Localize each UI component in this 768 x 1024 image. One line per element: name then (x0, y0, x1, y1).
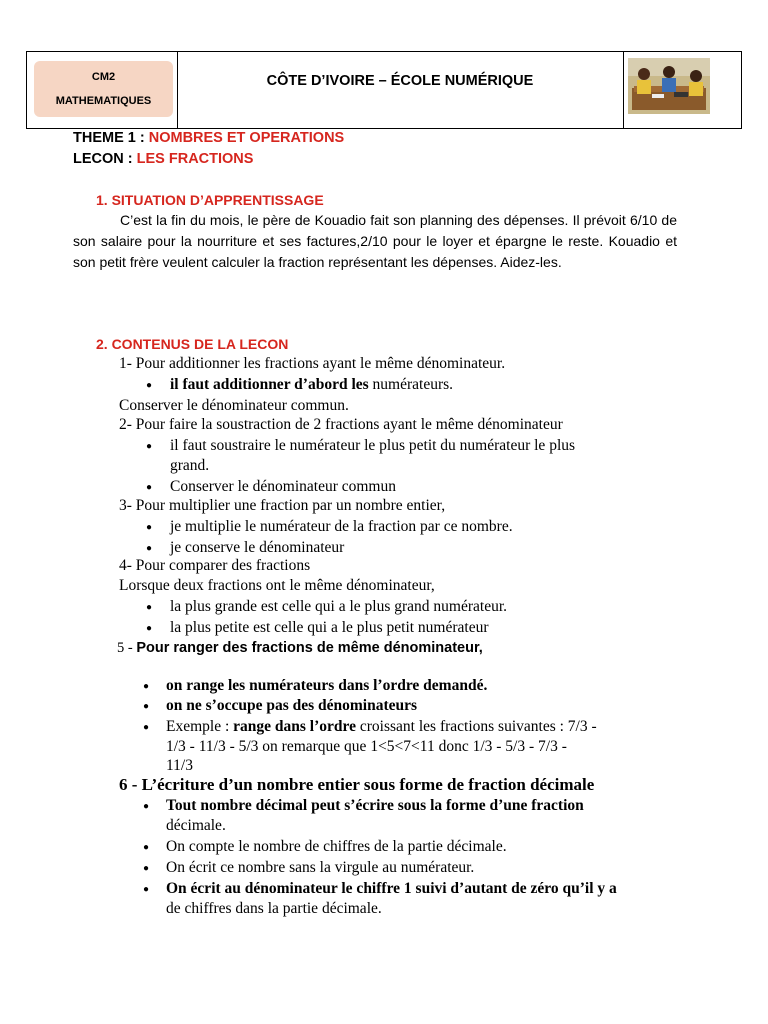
bullet-icon: ● (146, 602, 153, 613)
grade-label: CM2 (91, 71, 116, 83)
bullet-icon: ● (143, 722, 150, 733)
theme-line (73, 130, 344, 146)
content-line: 1- Pour additionner les fractions ayant le même dénominateur. (119, 355, 506, 372)
content-line: je conserve le dénominateur (170, 539, 345, 556)
section1-heading: 1. SITUATION D’APPRENTISSAGE (96, 192, 324, 208)
content-line: 4- Pour comparer des fractions (119, 557, 311, 574)
content-line: Exemple : range dans l’ordre croissant les fractions suivantes : 7/3 - (166, 718, 597, 735)
content-line: la plus petite est celle qui a le plus petit numérateur (170, 619, 489, 636)
content-line: décimale. (166, 817, 226, 834)
bullet-icon: ● (143, 884, 150, 895)
content-line: Lorsque deux fractions ont le même dénominateur, (119, 577, 435, 594)
content-line: On écrit ce nombre sans la virgule au numérateur. (166, 859, 475, 876)
subject-label: MATHEMATIQUES (55, 95, 152, 107)
content-line: de chiffres dans la partie décimale. (166, 900, 382, 917)
content-line: 5 - Pour ranger des fractions de même dénominateur, (117, 640, 483, 656)
bullet-icon: ● (143, 681, 150, 692)
bullet-icon: ● (146, 441, 153, 452)
lesson-value: LES FRACTIONS (136, 151, 254, 167)
bullet-icon: ● (146, 623, 153, 634)
content-line: 2- Pour faire la soustraction de 2 fractions ayant le même dénominateur (119, 416, 563, 433)
bullet-icon: ● (146, 482, 153, 493)
grade-badge (34, 61, 173, 117)
bullet-icon: ● (143, 801, 150, 812)
content-line: 11/3 (166, 757, 193, 774)
content-line: On écrit au dénominateur le chiffre 1 suivi d’autant de zéro qu’il y a (166, 880, 617, 897)
theme-value: NOMBRES ET OPERATIONS (148, 130, 345, 146)
content-line: je multiplie le numérateur de la fraction par ce nombre. (170, 518, 513, 535)
lesson-line (73, 151, 253, 167)
content-line: 3- Pour multiplier une fraction par un nombre entier, (119, 497, 446, 514)
bullet-icon: ● (143, 842, 150, 853)
content-line: 1/3 - 11/3 - 5/3 on remarque que 1<5<7<11 donc 1/3 - 5/3 - 7/3 - (166, 738, 567, 755)
content-line: Conserver le dénominateur commun. (119, 397, 349, 414)
content-line: on ne s’occupe pas des dénominateurs (166, 697, 418, 714)
content-line: il faut additionner d’abord les numérateurs. (170, 376, 454, 393)
content-line: 6 - L’écriture d’un nombre entier sous forme de fraction décimale (119, 775, 595, 794)
section1-text: C’est la fin du mois, le père de Kouadio fait son planning des dépenses. Il prévoit 6/10 de son salaire pour la nourriture et ses factures,2/10 pour le loyer et épargne le reste. Kouadio et son petit frère veulent calculer la fraction représentant les dépenses. Aidez-les. (73, 212, 677, 271)
bullet-icon: ● (143, 701, 150, 712)
header-right-cell (623, 52, 742, 128)
lesson-label: LECON : (73, 151, 137, 167)
content-line: il faut soustraire le numérateur le plus petit du numérateur le plus (170, 437, 576, 454)
content-line: on range les numérateurs dans l’ordre demandé. (166, 677, 488, 694)
bullet-icon: ● (143, 863, 150, 874)
page-title: CÔTE D’IVOIRE – ÉCOLE NUMÉRIQUE (266, 73, 534, 89)
content-line: Tout nombre décimal peut s’écrire sous la forme d’une fraction (166, 797, 584, 814)
bullet-icon: ● (146, 543, 153, 554)
classroom-illustration (624, 52, 742, 128)
content-line: la plus grande est celle qui a le plus grand numérateur. (170, 598, 508, 615)
theme-label: THEME 1 : (73, 130, 149, 146)
content-line: Conserver le dénominateur commun (170, 478, 396, 495)
content-line: On compte le nombre de chiffres de la partie décimale. (166, 838, 507, 855)
header-left-cell (27, 52, 178, 128)
bullet-icon: ● (146, 522, 153, 533)
section2-heading: 2. CONTENUS DE LA LECON (96, 336, 289, 352)
content-line: grand. (170, 457, 210, 474)
bullet-icon: ● (146, 380, 153, 391)
header-table (26, 51, 742, 129)
